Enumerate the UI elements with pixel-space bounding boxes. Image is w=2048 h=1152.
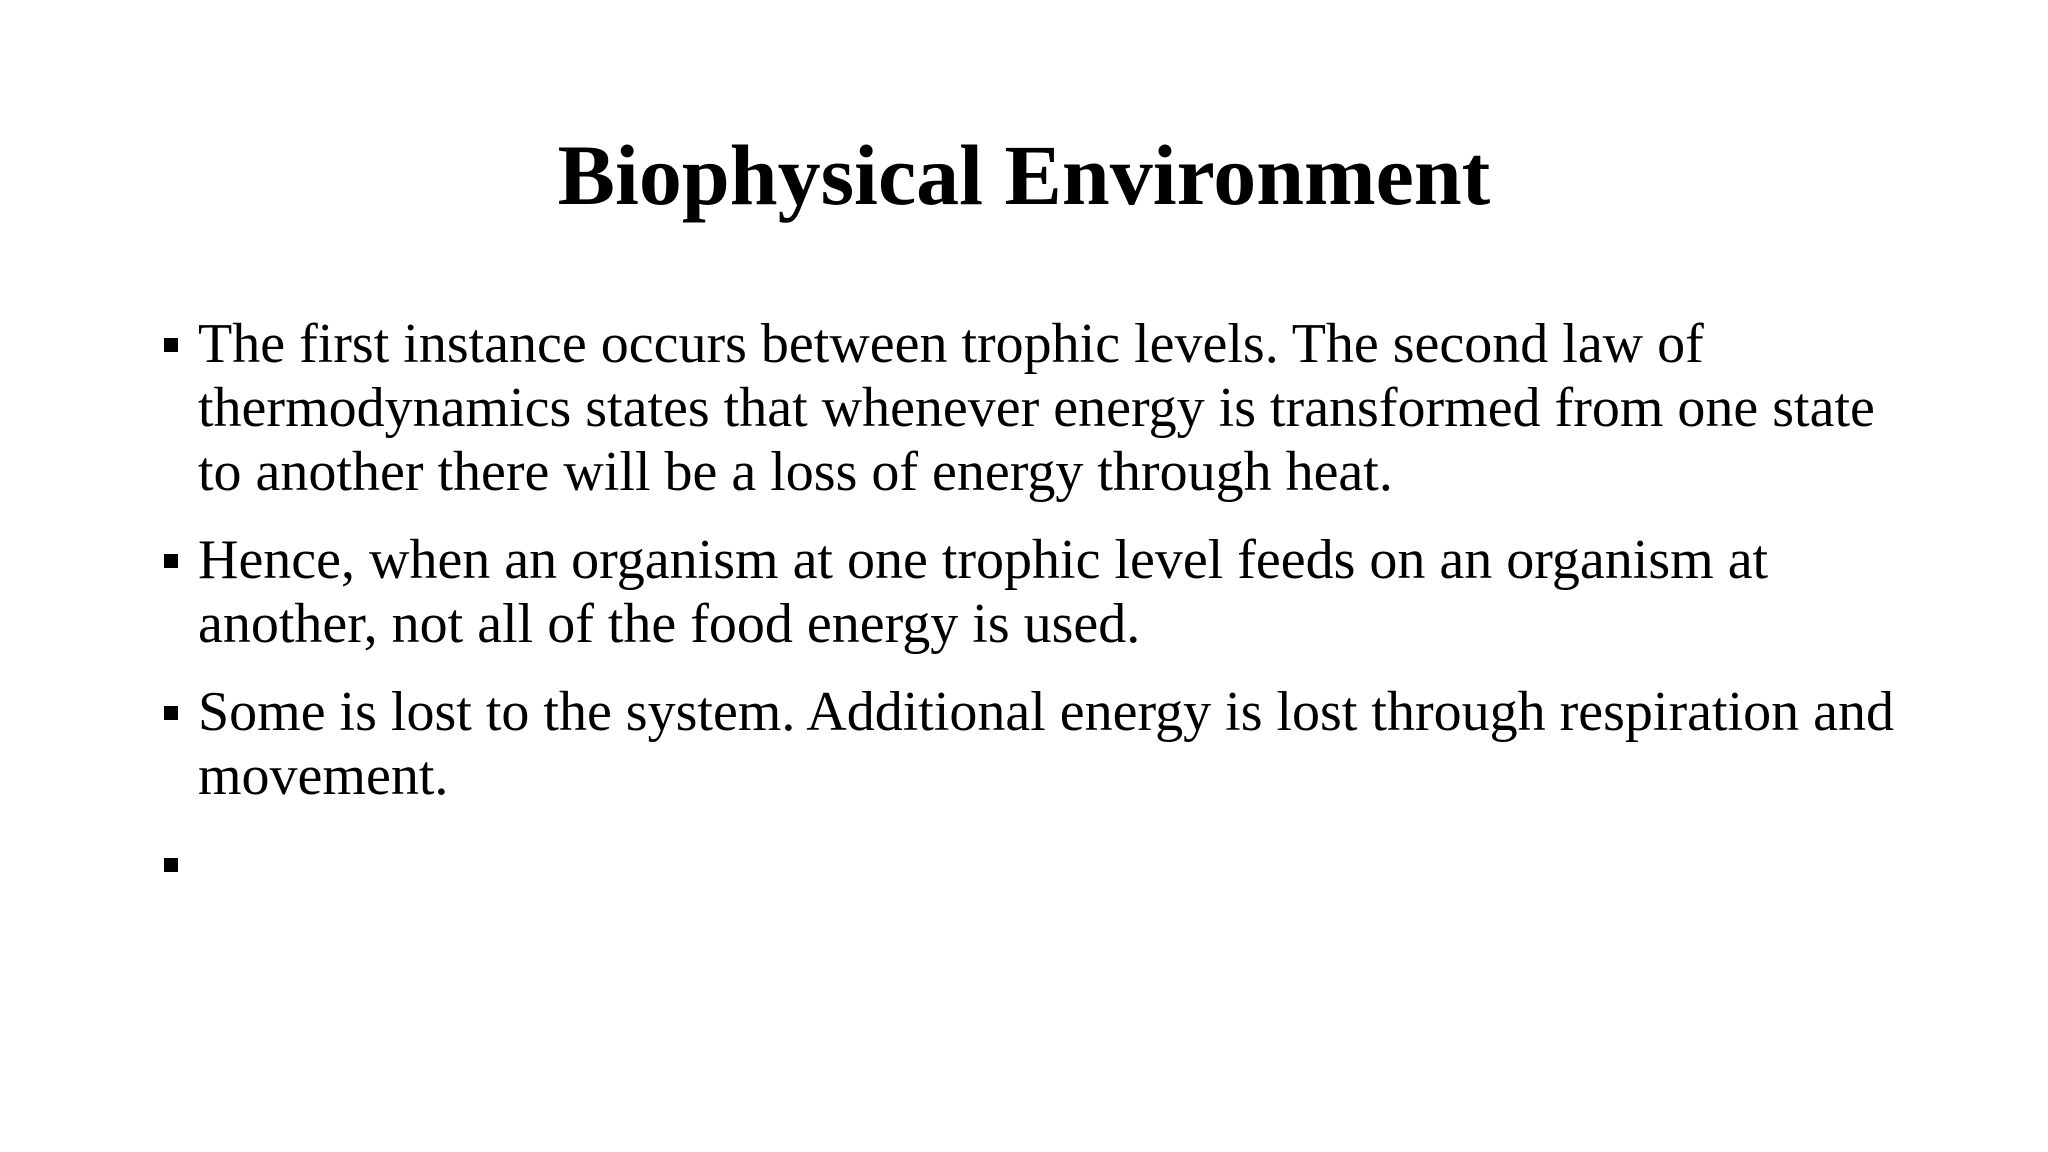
bullet-text: Some is lost to the system. Additional energy is lost through respiration and movement. bbox=[198, 681, 1894, 807]
bullet-item bbox=[160, 680, 1920, 808]
slide-title: Biophysical Environment bbox=[557, 127, 1491, 223]
square-bullet-icon bbox=[164, 858, 178, 872]
bullet-item bbox=[160, 312, 1920, 504]
bullet-item bbox=[160, 528, 1920, 656]
bullet-text: The first instance occurs between trophic levels. The second law of thermodynamics states that whenever energy is transformed from one state to another there will be a loss of energy through heat. bbox=[198, 313, 1875, 503]
square-bullet-icon bbox=[164, 338, 178, 352]
bullet-list bbox=[160, 312, 1920, 920]
bullet-item bbox=[160, 832, 1920, 896]
square-bullet-icon bbox=[164, 706, 178, 720]
bullet-text: Hence, when an organism at one trophic level feeds on an organism at another, not all of the food energy is used. bbox=[198, 529, 1769, 655]
square-bullet-icon bbox=[164, 554, 178, 568]
